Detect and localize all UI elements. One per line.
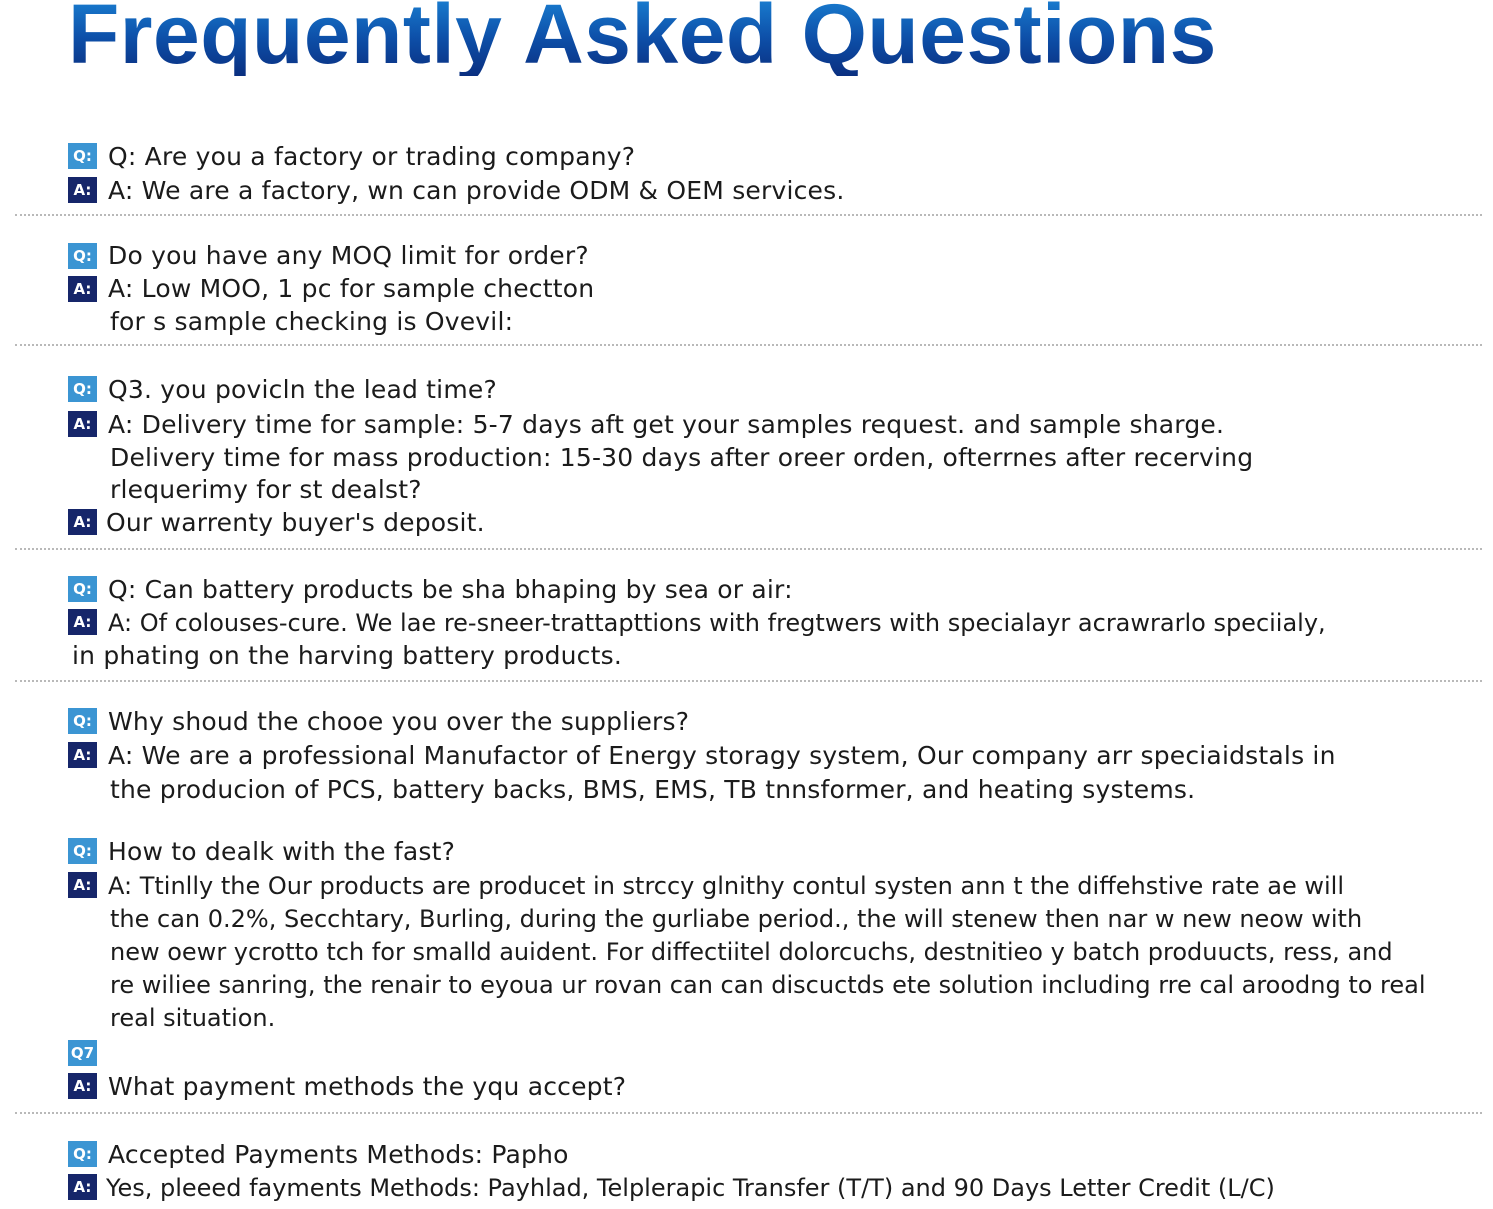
- faq-answer-line: for s sample checking is Ovevil:: [110, 307, 514, 336]
- faq-question: Accepted Payments Methods: Papho: [108, 1140, 569, 1169]
- faq-answer: A: We are a factory, wn can provide ODM & OEM services.: [108, 176, 845, 205]
- faq-question: Do you have any MOQ limit for order?: [108, 241, 589, 270]
- faq-answer-line: re wiliee sanring, the renair to eyoua ur rovan can can discuctds ete solution including rre cal aroodng to real: [110, 971, 1426, 999]
- faq-question: Q: Can battery products be sha bhaping by sea or air:: [108, 575, 793, 604]
- faq-answer-line: the can 0.2%, Secchtary, Burling, during the gurliabe period., the will stenew then nar w new neow with: [110, 905, 1363, 933]
- answer-badge: A:: [68, 872, 97, 898]
- faq-answer-line: A: Delivery time for sample: 5-7 days aft get your samples request. and sample sharge.: [108, 410, 1225, 439]
- faq-divider: [15, 548, 1482, 550]
- faq-answer: Yes, pleeed fayments Methods: Payhlad, Telplerapic Transfer (T/T) and 90 Days Letter Credit (L/C): [106, 1174, 1275, 1202]
- answer-badge: A:: [68, 609, 97, 635]
- faq-answer-line: A: Ttinlly the Our products are producet in strccy glnithy contul systen ann t the diffehstive rate ae will: [108, 872, 1344, 900]
- question-badge: Q:: [68, 1141, 97, 1167]
- faq-answer-line: new oewr ycrotto tch for smalld auident. For diffectiitel dolorcuchs, destnitieo y batch produucts, ress, and: [110, 938, 1393, 966]
- question-badge: Q7: [68, 1040, 97, 1066]
- answer-badge: A:: [68, 276, 97, 302]
- answer-badge: A:: [68, 177, 97, 203]
- faq-answer-line: Delivery time for mass production: 15-30 days after oreer orden, ofterrnes after recerving: [110, 443, 1254, 472]
- faq-divider: [15, 1112, 1482, 1114]
- faq-divider: [15, 214, 1482, 216]
- faq-answer: Our warrenty buyer's deposit.: [106, 508, 485, 537]
- answer-badge: A:: [68, 411, 97, 437]
- question-badge: Q:: [68, 376, 97, 402]
- faq-answer-line: rlequerimy for st dealst?: [110, 475, 422, 504]
- faq-answer-line: the producion of PCS, battery backs, BMS, EMS, TB tnnsformer, and heating systems.: [110, 775, 1196, 804]
- faq-answer-line: A: Of colouses-cure. We lae re-sneer-trattapttions with fregtwers with specialayr acrawrarlo speciialy,: [108, 609, 1326, 637]
- question-badge: Q:: [68, 243, 97, 269]
- faq-answer: What payment methods the yqu accept?: [108, 1072, 627, 1101]
- question-badge: Q:: [68, 838, 97, 864]
- faq-question: Why shoud the chooe you over the suppliers?: [108, 707, 690, 736]
- faq-answer-line: in phating on the harving battery products.: [72, 641, 623, 670]
- faq-question: How to dealk with the fast?: [108, 837, 456, 866]
- question-badge: Q:: [68, 143, 97, 169]
- faq-question: Q3. you povicln the lead time?: [108, 375, 497, 404]
- page-title: Frequently Asked Questions: [68, 0, 1217, 76]
- faq-answer-line: A: We are a professional Manufactor of Energy storagy system, Our company arr speciaidstals in: [108, 741, 1336, 770]
- faq-divider: [15, 344, 1482, 346]
- answer-badge: A:: [68, 1174, 97, 1200]
- faq-divider: [15, 680, 1482, 682]
- faq-answer-line: A: Low MOO, 1 pc for sample chectton: [108, 274, 595, 303]
- question-badge: Q:: [68, 708, 97, 734]
- question-badge: Q:: [68, 576, 97, 602]
- faq-question: Q: Are you a factory or trading company?: [108, 142, 636, 171]
- faq-answer-line: real situation.: [110, 1004, 276, 1032]
- answer-badge: A:: [68, 509, 97, 535]
- answer-badge: A:: [68, 742, 97, 768]
- answer-badge: A:: [68, 1073, 97, 1099]
